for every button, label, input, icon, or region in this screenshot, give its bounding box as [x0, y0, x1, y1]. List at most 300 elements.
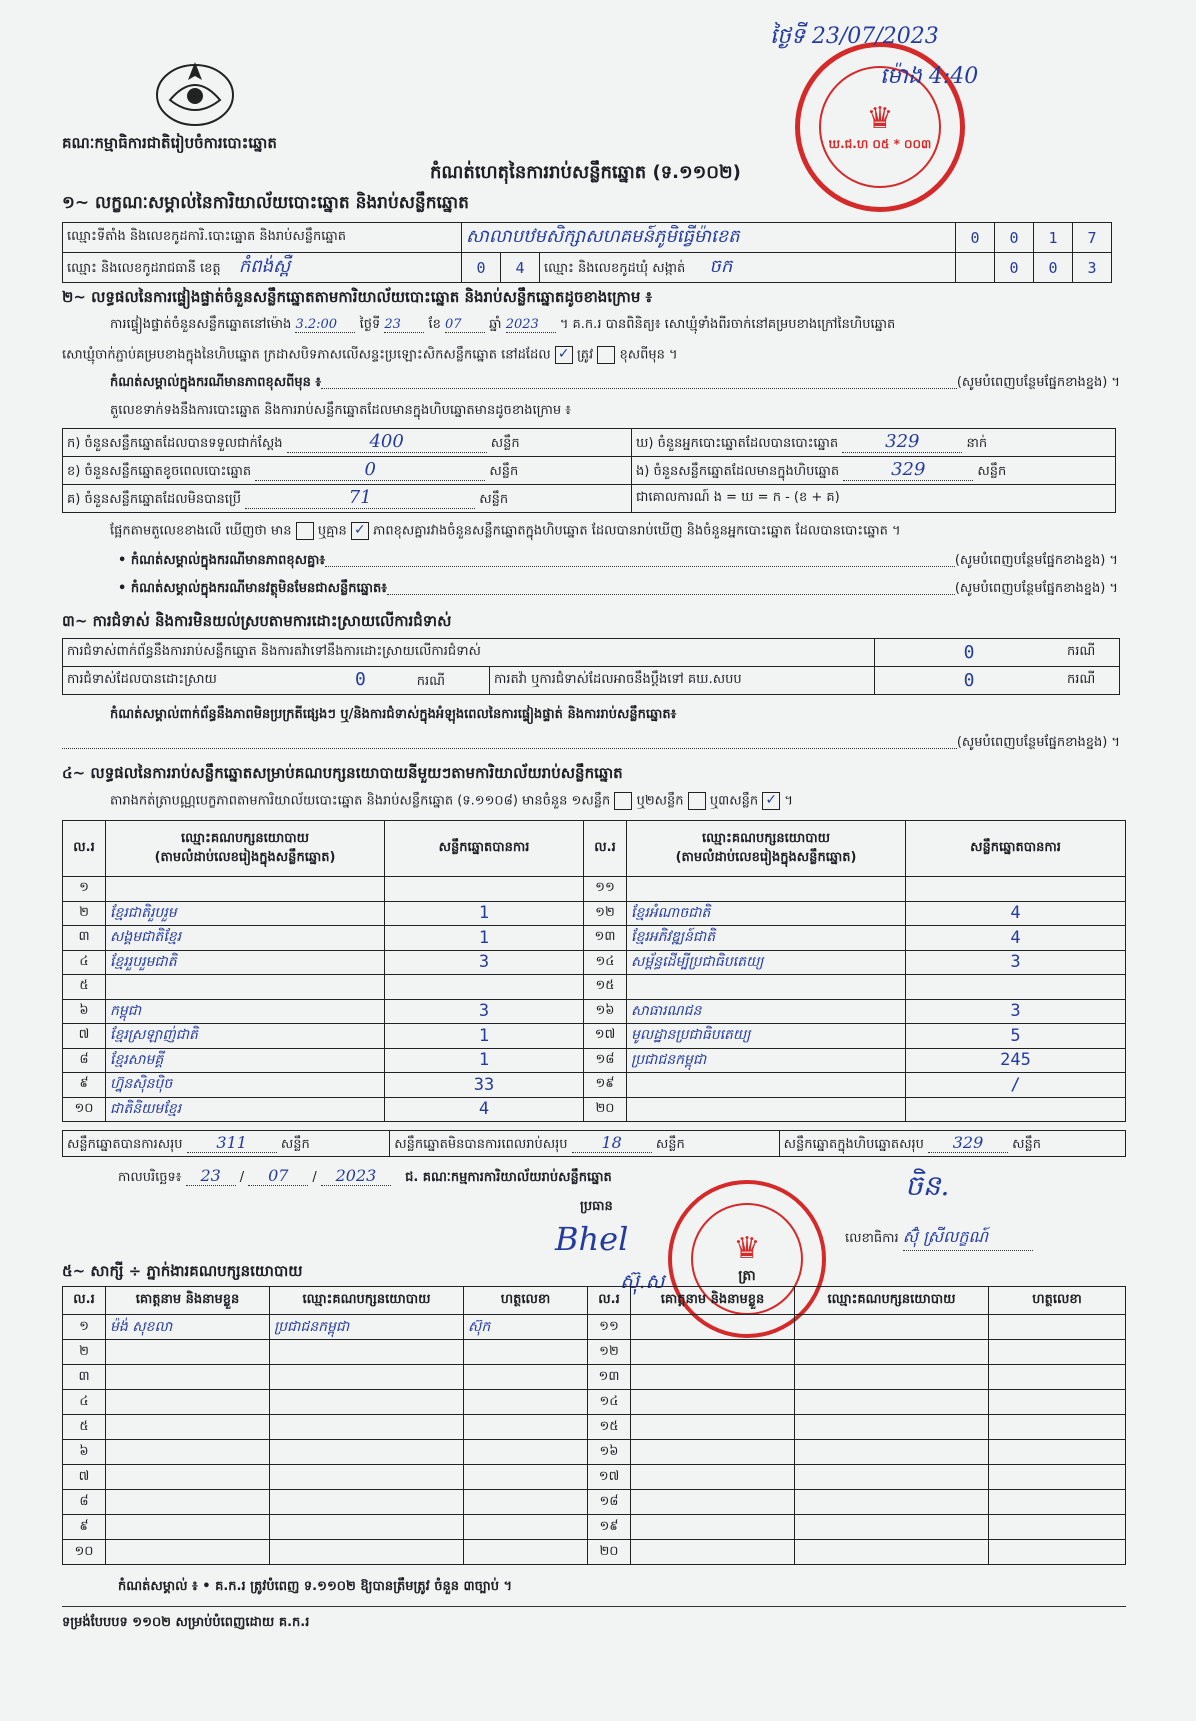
witness-no-left: ៦	[63, 1440, 106, 1465]
date-label: កាលបរិច្ឆេទ៖	[118, 1170, 182, 1185]
bullet1-dots	[325, 552, 955, 567]
total-invalid-label: សន្លឹកឆ្នោតមិនបានការពេលរាប់សរុប	[394, 1136, 568, 1152]
location-digit-1: 0	[956, 223, 995, 253]
witness-col-name-right: គោត្តនាម និងនាមខ្លួន	[631, 1287, 795, 1315]
results-votes-right: 3	[906, 950, 1126, 975]
results-party-left: ខ្មែរសាមគ្គី	[106, 1048, 385, 1073]
sheet-3-checkbox[interactable]: ✓	[762, 792, 780, 810]
witness-name-left	[106, 1440, 270, 1465]
results-row	[63, 950, 1126, 975]
figure-kh-label: ខ) ចំនួនសន្លឹកឆ្នោតខូចពេលបោះឆ្នោត	[67, 464, 252, 479]
witness-sign-right[interactable]	[989, 1365, 1126, 1390]
results-no-left: ១០	[63, 1097, 106, 1122]
witness-party-left	[270, 1340, 464, 1365]
figure-k	[63, 429, 632, 457]
sheet-count-line: តារាងកត់ត្រាបណ្ណបេក្ខភាពតាមការិយាល័យបោះឆ្នោត និងរាប់សន្លឹកឆ្នោត (ទ.១១០៨) មានចំនួន ១សន្លឹក ឬ២សន្លឹក ឬ៣សន្លឹក ✓ ។	[110, 792, 793, 809]
location-label: ឈ្មោះទីតាំង និងលេខកូដការិ.បោះឆ្នោត និងរាប់សន្លឹកឆ្នោត	[63, 223, 462, 253]
witness-sign-right[interactable]	[989, 1515, 1126, 1540]
verify-day: 23	[384, 317, 424, 333]
witness-table	[62, 1286, 1126, 1565]
witness-sign-left	[464, 1540, 588, 1565]
results-party-right	[627, 975, 906, 1000]
location-value-text: សាលាបឋមសិក្សាសហគមន៍ភូមិធ្វើម៉ាខេត	[466, 226, 740, 247]
verify-pre: ការផ្ទៀងផ្ទាត់ចំនួនសន្លឹកឆ្នោតនៅម៉ោង	[110, 317, 292, 332]
location-digit-3: 1	[1034, 223, 1073, 253]
witness-sign-right[interactable]	[989, 1340, 1126, 1365]
figure-ng-unit: សន្លឹក	[977, 464, 1007, 479]
witness-no-right: ១៤	[588, 1390, 631, 1415]
results-row	[63, 1073, 1126, 1098]
witness-name-right[interactable]	[631, 1390, 795, 1415]
results-votes-right: 245	[906, 1048, 1126, 1073]
committee-sign-label: ជ. គណៈកម្មការការិយាល័យរាប់សន្លឹកឆ្នោត	[405, 1170, 612, 1185]
difference-note-line	[110, 374, 1120, 393]
results-votes-left: 4	[385, 1097, 584, 1122]
witness-party-left	[270, 1440, 464, 1465]
witness-row	[63, 1415, 1126, 1440]
witness-col-no-left: ល.រ	[63, 1287, 106, 1315]
figures-intro: តួលេខទាក់ទងនឹងការបោះឆ្នោត និងការរាប់សន្លឹកឆ្នោតដែលមានក្នុងហិបឆ្នោតមានដូចខាងក្រោម ៖	[110, 403, 571, 418]
wrong-label: ខុសពីមុន	[619, 347, 665, 363]
diff-post: ភាពខុសគ្នារវាងចំនួនសន្លឹកឆ្នោតក្នុងហិបឆ្នោត ដែលបានរាប់ឃើញ និងចំនួនអ្នកបោះឆ្នោត ដែលបានបោះឆ្នោត ។	[373, 523, 901, 539]
figure-y-value: 329	[842, 431, 962, 453]
section5-title: ៥~ សាក្សី ÷ ភ្នាក់ងារគណបក្សនយោបាយ	[62, 1262, 303, 1280]
results-no-right: ១៧	[584, 1024, 627, 1049]
total-valid-unit: សន្លឹក	[280, 1136, 310, 1152]
witness-no-left: ៥	[63, 1415, 106, 1440]
figure-ng-label: ង) ចំនួនសន្លឹកឆ្នោតដែលមានក្នុងហិបឆ្នោត	[636, 464, 840, 479]
witness-row	[63, 1515, 1126, 1540]
witness-party-left	[270, 1540, 464, 1565]
results-party-left	[106, 975, 385, 1000]
commune-spacer	[956, 253, 995, 283]
results-no-right: ១៥	[584, 975, 627, 1000]
results-party-right: សម្ព័ន្ធដើម្បីប្រជាធិបតេយ្យ	[627, 950, 906, 975]
correct-label: ត្រូវ	[576, 347, 594, 363]
province-cell	[63, 253, 462, 283]
section3-title: ៣~ ការជំទាស់ និងការមិនយល់ស្របតាមការដោះស្រាយលើការជំទាស់	[62, 612, 452, 630]
witness-no-right: ១១	[588, 1315, 631, 1340]
witness-sign-right[interactable]	[989, 1315, 1126, 1340]
figure-kh-unit: សន្លឹក	[489, 464, 519, 479]
results-party-left: ខ្មែរជាតិរួបរួម	[106, 901, 385, 926]
irregularity-fill: (សូមបំពេញបន្ថែមផ្នែកខាងខ្នង) ។	[956, 735, 1120, 750]
difference-note-label: កំណត់សម្គាល់ក្នុងករណីមានភាពខុសពីមុន ៖	[110, 375, 322, 390]
witness-col-party-left: ឈ្មោះគណបក្សនយោបាយ	[270, 1287, 464, 1315]
committee-name: គណៈកម្មាធិការជាតិរៀបចំការបោះឆ្នោត	[62, 134, 277, 152]
figure-g-unit: សន្លឹក	[479, 492, 509, 507]
figure-g-label: គ) ចំនួនសន្លឹកឆ្នោតដែលមិនបានប្រើ	[67, 492, 241, 507]
middle-seal-emblem-icon: ♛	[733, 1231, 761, 1266]
witness-name-left	[106, 1540, 270, 1565]
bullet2-label: • កំណត់សម្គាល់ក្នុងករណីមានវត្ថុមិនមែនជាសន្លឹកឆ្នោត៖	[118, 581, 387, 596]
witness-no-left: ២	[63, 1340, 106, 1365]
witness-party-right[interactable]	[795, 1465, 989, 1490]
wrong-checkbox[interactable]	[597, 346, 615, 364]
witness-no-left: ៩	[63, 1515, 106, 1540]
section1-table	[62, 222, 1112, 283]
witness-name-right[interactable]	[631, 1465, 795, 1490]
witness-sign-left: ស៊ុក	[464, 1315, 588, 1340]
results-row	[63, 926, 1126, 951]
difference-note-dots	[321, 374, 957, 389]
results-votes-left: 3	[385, 999, 584, 1024]
witness-body	[63, 1315, 1126, 1565]
verify-post: ។ គ.ក.រ បានពិនិត្យ៖ សោឃ្មុំទាំងពីរចាក់នៅគម្របខាងក្រៅនៃហិបឆ្នោត	[559, 317, 896, 332]
seal-text: សោឃ្មុំចាក់ភ្ជាប់គម្របខាងក្នុងនៃហិបឆ្នោត ក្រដាសបិទភាសលើសន្ទះប្រឡោះសិកសន្លឹកឆ្នោត នៅដដែល	[62, 347, 551, 363]
results-party-left: ខ្មែររួបរួមជាតិ	[106, 950, 385, 975]
stamp-time-handwritten: ម៉ោង 4:40	[880, 64, 979, 89]
witness-party-left: ប្រជាជនកម្ពុជា	[270, 1315, 464, 1340]
date-day: 23	[186, 1166, 236, 1186]
objection-row1-unit: ករណី	[1063, 639, 1120, 667]
witness-col-no-right: ល.រ	[588, 1287, 631, 1315]
figure-y-unit: នាក់	[966, 436, 988, 451]
witness-no-right: ២០	[588, 1540, 631, 1565]
results-party-left: ជាតិនិយមខ្មែរ	[106, 1097, 385, 1122]
diff-pre: ផ្អែកតាមតួលេខខាងលើ ឃើញថា មាន	[110, 523, 292, 539]
figure-g	[63, 485, 632, 513]
witness-name-left	[106, 1365, 270, 1390]
difference-note-fill: (សូមបំពេញបន្ថែមផ្នែកខាងខ្នង) ។	[956, 375, 1120, 390]
objection-row1-label: ការជំទាស់ពាក់ព័ន្ធនឹងការរាប់សន្លឹកឆ្នោត និងការតវ៉ាទៅនឹងការដោះស្រាយលើការជំទាស់	[63, 639, 875, 667]
results-no-right: ១៩	[584, 1073, 627, 1098]
figure-k-label: ក) ចំនួនសន្លឹកឆ្នោតដែលបានទទួលជាក់ស្តែង	[67, 436, 283, 451]
results-col-party-left-title: ឈ្មោះគណបក្សនយោបាយ	[181, 830, 309, 846]
results-no-right: ១១	[584, 877, 627, 902]
results-row	[63, 901, 1126, 926]
results-col-votes-right: សន្លឹកឆ្នោតបានការ	[906, 821, 1126, 877]
witness-name-right[interactable]	[631, 1340, 795, 1365]
results-no-left: ៧	[63, 1024, 106, 1049]
witness-sign-left	[464, 1440, 588, 1465]
total-box-value: 329	[928, 1133, 1008, 1153]
witness-party-right[interactable]	[795, 1415, 989, 1440]
results-party-right: ខ្មែរអំណាចជាតិ	[627, 901, 906, 926]
results-no-left: ៩	[63, 1073, 106, 1098]
figure-ng	[632, 457, 1116, 485]
verify-year-label: ឆ្នាំ	[489, 317, 502, 332]
witness-name-right[interactable]	[631, 1315, 795, 1340]
witness-no-right: ១២	[588, 1340, 631, 1365]
total-box-cell	[779, 1131, 1125, 1157]
total-valid-value: 311	[187, 1133, 277, 1153]
total-box-unit: សន្លឹក	[1012, 1136, 1042, 1152]
witness-name-right[interactable]	[631, 1490, 795, 1515]
witness-name-left	[106, 1340, 270, 1365]
footer-divider	[62, 1606, 1126, 1607]
results-votes-right: 5	[906, 1024, 1126, 1049]
results-no-right: ១៤	[584, 950, 627, 975]
results-no-right: ២០	[584, 1097, 627, 1122]
figures-table	[62, 428, 1116, 513]
witness-sign-right[interactable]	[989, 1440, 1126, 1465]
figure-ng-value: 329	[843, 459, 973, 481]
witness-party-left	[270, 1465, 464, 1490]
witness-sign-left	[464, 1340, 588, 1365]
results-col-votes-left: សន្លឹកឆ្នោតបានការ	[385, 821, 584, 877]
objection-resolved-label: ការជំទាស់ដែលបានដោះស្រាយ	[63, 667, 312, 695]
province-digit-1: 0	[462, 253, 501, 283]
correct-checkbox[interactable]: ✓	[555, 346, 573, 364]
total-box-label: សន្លឹកឆ្នោតក្នុងហិបឆ្នោតសរុប	[783, 1136, 924, 1152]
witness-party-left	[270, 1515, 464, 1540]
section1-title: ១~ លក្ខណៈសម្គាល់នៃការិយាល័យបោះឆ្នោត និងរាប់សន្លឹកឆ្នោត	[62, 193, 469, 213]
results-no-left: ៣	[63, 926, 106, 951]
commune-digit-1: 0	[995, 253, 1034, 283]
total-valid-label: សន្លឹកឆ្នោតបានការសរុប	[67, 1136, 183, 1152]
verify-year: 2023	[506, 317, 556, 333]
figure-formula: ជាគោលការណ៍ ង = ឃ = ក - (ខ + គ)	[632, 485, 1116, 513]
witness-party-right[interactable]	[795, 1490, 989, 1515]
results-no-right: ១៦	[584, 999, 627, 1024]
results-votes-left	[385, 877, 584, 902]
witness-no-left: ១០	[63, 1540, 106, 1565]
results-no-left: ៨	[63, 1048, 106, 1073]
results-row	[63, 1024, 1126, 1049]
witness-party-left	[270, 1365, 464, 1390]
figure-kh-value: 0	[255, 459, 485, 481]
results-table	[62, 820, 1126, 1122]
sheet-3-label: ឬ៣សន្លឹក	[709, 793, 759, 809]
bullet1-fill: (សូមបំពេញបន្ថែមផ្នែកខាងខ្នង) ។	[954, 553, 1118, 568]
results-party-left: ហ្វ៊ុនស៊ិនប៉ិច	[106, 1073, 385, 1098]
results-col-party-left-sub: (តាមលំដាប់លេខរៀងក្នុងសន្លឹកឆ្នោត)	[154, 849, 336, 865]
province-value: កំពង់ស្ពឺ	[238, 256, 291, 277]
diff-none-label: ឬគ្មាន	[317, 523, 347, 539]
results-party-right	[627, 877, 906, 902]
witness-sign-right[interactable]	[989, 1540, 1126, 1565]
witness-no-left: ១	[63, 1315, 106, 1340]
results-votes-left: 1	[385, 901, 584, 926]
witness-name-left	[106, 1415, 270, 1440]
objection-resolved-value	[311, 667, 490, 695]
witness-row	[63, 1315, 1126, 1340]
witness-sign-right[interactable]	[989, 1465, 1126, 1490]
results-no-left: ២	[63, 901, 106, 926]
witness-party-right[interactable]	[795, 1365, 989, 1390]
province-label: ឈ្មោះ និងលេខកូដរាជធានី ខេត្ត	[67, 261, 221, 276]
witness-row	[63, 1465, 1126, 1490]
verify-month-label: ខែ	[428, 317, 441, 332]
witness-no-left: ៤	[63, 1390, 106, 1415]
objection-appeal-label: ការតវ៉ា ឬការជំទាស់ដែលអាចនឹងប្តឹងទៅ គឃ.សបប	[490, 667, 875, 695]
province-digit-2: 4	[501, 253, 540, 283]
objection-appeal-unit: ករណី	[1063, 667, 1120, 695]
results-col-party-right-sub: (តាមលំដាប់លេខរៀងក្នុងសន្លឹកឆ្នោត)	[675, 849, 857, 865]
witness-sign-right[interactable]	[989, 1390, 1126, 1415]
witness-row	[63, 1340, 1126, 1365]
witness-name-right[interactable]	[631, 1365, 795, 1390]
witness-col-party-right: ឈ្មោះគណបក្សនយោបាយ	[795, 1287, 989, 1315]
sheet-2-label: ឬ២សន្លឹក	[636, 793, 684, 809]
verify-time: 3.2:00	[295, 317, 355, 333]
results-no-left: ៦	[63, 999, 106, 1024]
bullet2-line	[118, 580, 1118, 599]
witness-sign-right[interactable]	[989, 1415, 1126, 1440]
commune-digit-3: 3	[1073, 253, 1112, 283]
results-party-right: ប្រជាជនកម្ពុជា	[627, 1048, 906, 1073]
results-party-left: សង្គមជាតិខ្មែរ	[106, 926, 385, 951]
objection-row1-value: 0	[875, 639, 1064, 667]
location-value	[462, 223, 956, 253]
location-digit-2: 0	[995, 223, 1034, 253]
results-votes-left: 1	[385, 1048, 584, 1073]
results-no-left: ៤	[63, 950, 106, 975]
bullet2-fill: (សូមបំពេញបន្ថែមផ្នែកខាងខ្នង) ។	[954, 581, 1118, 596]
witness-name-left: ម៉ង់ សុខលា	[106, 1315, 270, 1340]
seal-emblem-icon: ♛	[866, 100, 894, 136]
total-valid-cell	[63, 1131, 390, 1157]
witness-name-right[interactable]	[631, 1440, 795, 1465]
diff-none-checkbox[interactable]: ✓	[351, 522, 369, 540]
bullet1-label: • កំណត់សម្គាល់ក្នុងករណីមានភាពខុសគ្នា៖	[118, 553, 326, 568]
results-votes-right	[906, 877, 1126, 902]
witness-party-right[interactable]	[795, 1390, 989, 1415]
results-no-right: ១២	[584, 901, 627, 926]
results-party-left	[106, 877, 385, 902]
witness-party-right[interactable]	[795, 1515, 989, 1540]
witness-party-right[interactable]	[795, 1315, 989, 1340]
witness-sign-left	[464, 1390, 588, 1415]
diff-has-checkbox[interactable]	[296, 522, 314, 540]
results-no-right: ១៣	[584, 926, 627, 951]
results-votes-right: 4	[906, 901, 1126, 926]
witness-no-left: ៧	[63, 1465, 106, 1490]
verify-day-label: ថ្ងៃទី	[359, 317, 381, 332]
figure-kh	[63, 457, 632, 485]
witness-sign-left	[464, 1365, 588, 1390]
witness-party-left	[270, 1415, 464, 1440]
results-body	[63, 877, 1126, 1122]
results-party-right: មូលដ្ឋានប្រជាធិបតេយ្យ	[627, 1024, 906, 1049]
date-year: 2023	[321, 1166, 391, 1186]
sheet-count-intro: តារាងកត់ត្រាបណ្ណបេក្ខភាពតាមការិយាល័យបោះឆ្នោត និងរាប់សន្លឹកឆ្នោត (ទ.១១០៨) មានចំនួន ១សន្លឹក	[110, 793, 611, 809]
sheet-2-checkbox[interactable]	[688, 792, 706, 810]
results-votes-right: 3	[906, 999, 1126, 1024]
results-party-right: សាធារណជន	[627, 999, 906, 1024]
results-row	[63, 877, 1126, 902]
section2-title: ២~ លទ្ធផលនៃការផ្ទៀងផ្ទាត់ចំនួនសន្លឹកឆ្នោតតាមការិយាល័យបោះឆ្នោត និងរាប់សន្លឹកឆ្នោតដូចខាងក្រោម ៖	[62, 288, 653, 306]
results-votes-left: 33	[385, 1073, 584, 1098]
witness-name-left	[106, 1490, 270, 1515]
witness-party-left	[270, 1490, 464, 1515]
witness-row	[63, 1490, 1126, 1515]
witness-no-left: ៣	[63, 1365, 106, 1390]
irregularity-note: កំណត់សម្គាល់ពាក់ព័ន្ធនឹងភាពមិនប្រក្រតីផ្សេងៗ ឬ/និងការជំទាស់ក្នុងអំឡុងពេលនៃការផ្ទៀងផ្ទាត់ និងការរាប់សន្លឹកឆ្នោត៖	[110, 707, 677, 722]
results-no-left: ៥	[63, 975, 106, 1000]
witness-sign-left	[464, 1490, 588, 1515]
results-votes-left: 1	[385, 1024, 584, 1049]
witness-row	[63, 1365, 1126, 1390]
stamp-date-handwritten: ថ្ងៃទី 23/07/2023	[770, 24, 939, 49]
witness-party-right[interactable]	[795, 1540, 989, 1565]
objection-resolved-number: 0	[355, 669, 366, 690]
results-col-party-right-title: ឈ្មោះគណបក្សនយោបាយ	[702, 830, 830, 846]
seal-label: ត្រា	[738, 1268, 756, 1284]
commune-value: ចក	[709, 256, 733, 277]
witness-name-left	[106, 1390, 270, 1415]
witness-row	[63, 1540, 1126, 1565]
results-party-right: ខ្មែរអភិវឌ្ឍន៍ជាតិ	[627, 926, 906, 951]
results-no-left: ១	[63, 877, 106, 902]
results-votes-right	[906, 1097, 1126, 1122]
results-party-left: កម្ពុជា	[106, 999, 385, 1024]
witness-sign-left	[464, 1515, 588, 1540]
bullet1-line	[118, 552, 1118, 571]
total-invalid-unit: សន្លឹក	[655, 1136, 685, 1152]
footer-note: កំណត់សម្គាល់ ៖ • គ.ក.រ ត្រូវបំពេញ ទ.១១០២ ឱ្យបានត្រឹមត្រូវ ចំនួន ៣ច្បាប់ ។	[118, 1579, 513, 1594]
witness-no-right: ១៩	[588, 1515, 631, 1540]
footer-form-label: ទម្រង់បែបបទ ១១០២ សម្រាប់បំពេញដោយ គ.ក.រ	[62, 1615, 310, 1630]
results-votes-left: 3	[385, 950, 584, 975]
objections-table	[62, 638, 1120, 695]
witness-row	[63, 1440, 1126, 1465]
results-col-no-right: ល.រ	[584, 821, 627, 877]
witness-party-right[interactable]	[795, 1440, 989, 1465]
witness-name-right[interactable]	[631, 1515, 795, 1540]
results-votes-right: /	[906, 1073, 1126, 1098]
stamp-code: ឃ.ជ.ហ ០៥ * ០០៣	[828, 136, 932, 151]
sheet-1-checkbox[interactable]	[614, 792, 632, 810]
date-line: កាលបរិច្ឆេទ៖ 23 / 07 / 2023 ជ. គណៈកម្មការការិយាល័យរាប់សន្លឹកឆ្នោត	[118, 1166, 612, 1185]
witness-no-left: ៨	[63, 1490, 106, 1515]
results-col-party-left	[106, 821, 385, 877]
commune-label: ឈ្មោះ និងលេខកូដឃុំ សង្កាត់	[544, 261, 686, 276]
witness-name-left	[106, 1515, 270, 1540]
results-row	[63, 999, 1126, 1024]
objection-resolved-unit: ករណី	[416, 674, 445, 689]
results-votes-right	[906, 975, 1126, 1000]
results-votes-left: 1	[385, 926, 584, 951]
president-signature: Bhel	[555, 1220, 629, 1258]
witness-name-left	[106, 1465, 270, 1490]
figure-y	[632, 429, 1116, 457]
seal-paragraph: សោឃ្មុំចាក់ភ្ជាប់គម្របខាងក្នុងនៃហិបឆ្នោត ក្រដាសបិទភាសលើសន្ទះប្រឡោះសិកសន្លឹកឆ្នោត នៅដដែល ✓ ត្រូវ ខុសពីមុន ។	[62, 346, 678, 363]
verify-month: 07	[445, 317, 485, 333]
small-signature: ស៊ុ.ស	[620, 1269, 665, 1293]
witness-row	[63, 1390, 1126, 1415]
witness-name-right[interactable]	[631, 1415, 795, 1440]
results-votes-right: 4	[906, 926, 1126, 951]
total-invalid-cell	[390, 1131, 779, 1157]
results-row	[63, 1097, 1126, 1122]
results-row	[63, 1048, 1126, 1073]
irregularity-fill-line	[62, 734, 1120, 753]
date-month: 07	[248, 1166, 308, 1186]
witness-sign-left	[464, 1465, 588, 1490]
figure-k-unit: សន្លឹក	[490, 436, 520, 451]
nec-emblem-icon	[150, 50, 240, 130]
witness-sign-right[interactable]	[989, 1490, 1126, 1515]
witness-name-right[interactable]	[631, 1540, 795, 1565]
witness-no-right: ១៧	[588, 1465, 631, 1490]
results-votes-left	[385, 975, 584, 1000]
witness-party-left	[270, 1390, 464, 1415]
results-row	[63, 975, 1126, 1000]
witness-col-name-left: គោត្តនាម និងនាមខ្លួន	[106, 1287, 270, 1315]
secretary-label: លេខាធិការ	[845, 1231, 899, 1246]
top-signature: ចិន.	[905, 1169, 950, 1202]
witness-party-right[interactable]	[795, 1340, 989, 1365]
results-party-right	[627, 1073, 906, 1098]
witness-sign-left	[464, 1415, 588, 1440]
witness-no-right: ១៦	[588, 1440, 631, 1465]
secretary-name: ស៊ុំ ស្រីលក្ខណ៍	[903, 1226, 1033, 1251]
location-digit-4: 7	[1073, 223, 1112, 253]
witness-no-right: ១៥	[588, 1415, 631, 1440]
section4-title: ៤~ លទ្ធផលនៃការរាប់សន្លឹកឆ្នោតសម្រាប់គណបក្សនយោបាយនីមួយៗតាមការិយាល័យរាប់សន្លឹកឆ្នោត	[62, 764, 623, 782]
